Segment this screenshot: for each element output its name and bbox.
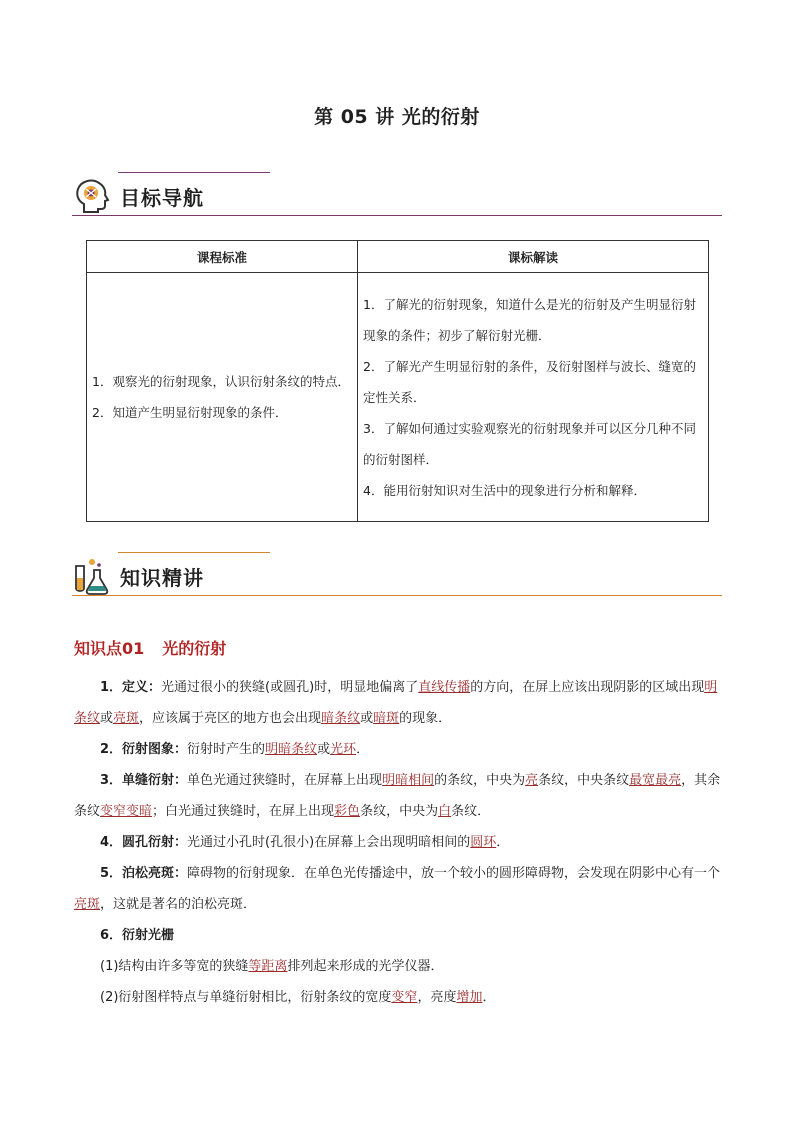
flask-lab-icon	[72, 556, 112, 596]
paragraph-circular-hole	[74, 827, 724, 858]
answer-blank: 明暗相间	[382, 773, 435, 788]
text: ，这就是著名的泊松亮斑．	[100, 897, 257, 912]
paragraph-grating-heading	[74, 920, 724, 951]
curriculum-table	[86, 240, 709, 522]
section-rule-bottom	[72, 215, 722, 216]
text: 的现象．	[399, 711, 452, 726]
text: 障碍物的衍射现象．在单色光传播途中，放一个较小的圆形障碍物，会发现在阴影中心有一个	[187, 866, 721, 881]
text: 光通过小孔时(孔很小)在屏幕上会出现明暗相间的	[187, 835, 471, 850]
text: 条纹，中央条纹	[538, 773, 630, 788]
answer-blank: 光环	[330, 742, 357, 757]
table-cell-standard	[87, 273, 358, 522]
answer-blank: 直线传播	[418, 680, 471, 695]
text: ，亮度	[417, 990, 457, 1005]
list-item: 2．知道产生明显衍射现象的条件．	[92, 405, 288, 420]
answer-blank: 亮斑	[74, 897, 101, 912]
answer-blank: 白	[438, 804, 452, 819]
text: (1)结构由许多等宽的狭缝	[100, 959, 249, 974]
list-item: 1．了解光的衍射现象，知道什么是光的衍射及产生明显衍射现象的条件；初步了解衍射光栅．	[363, 296, 696, 343]
text: ，其余条纹	[74, 773, 721, 819]
text: ．	[496, 835, 510, 850]
paragraph-poisson-spot	[74, 858, 724, 920]
knowledge-body	[74, 672, 724, 1013]
text: 条纹，中央为	[360, 804, 439, 819]
text: 或	[360, 711, 374, 726]
text: (2)衍射图样特点与单缝衍射相比，衍射条纹的宽度	[100, 990, 392, 1005]
text: 光通过很小的狭缝(或圆孔)时，明显地偏离了	[161, 680, 419, 695]
list-item: 1．观察光的衍射现象，认识衍射条纹的特点．	[92, 374, 350, 389]
paragraph-diffraction-pattern	[74, 734, 724, 765]
answer-blank: 明暗条纹	[265, 742, 318, 757]
text: 条纹．	[451, 804, 491, 819]
text: 或	[100, 711, 114, 726]
page-title: 第 05 讲 光的衍射	[314, 106, 480, 128]
paragraph-grating-structure	[74, 951, 724, 982]
paragraph-label: 6．衍射光栅	[100, 928, 175, 943]
list-item: 4．能用衍射知识对生活中的现象进行分析和解释．	[363, 482, 646, 498]
knowledge-point-number: 知识点01	[74, 639, 145, 658]
text: ．	[356, 742, 370, 757]
knowledge-point-heading	[74, 636, 226, 659]
text: 单色光通过狭缝时，在屏幕上出现	[187, 773, 383, 788]
section-knowledge-header	[72, 552, 722, 596]
text: 衍射时产生的	[187, 742, 266, 757]
answer-blank: 变窄变暗	[100, 804, 153, 819]
section-goals-title: 目标导航	[120, 186, 204, 210]
answer-blank: 最宽最亮	[629, 773, 682, 788]
section-goals-header	[72, 172, 722, 216]
table-cell-interpretation	[358, 273, 709, 522]
paragraph-single-slit	[74, 765, 724, 827]
section-knowledge-title: 知识精讲	[120, 566, 204, 590]
answer-blank: 圆环	[470, 835, 497, 850]
text: ．	[482, 990, 496, 1005]
text: 排列起来形成的光学仪器．	[287, 959, 444, 974]
text: 的方向，在屏上应该出现阴影的区域出现	[470, 680, 705, 695]
answer-blank: 暗条纹	[321, 711, 361, 726]
list-item: 2．了解光产生明显衍射的条件，及衍射图样与波长、缝宽的定性关系．	[363, 358, 696, 405]
table-header-interpretation: 课标解读	[358, 241, 709, 273]
answer-blank: 变窄	[391, 990, 418, 1005]
paragraph-label: 5．泊松亮斑：	[100, 866, 188, 881]
section-rule-top	[118, 172, 270, 173]
knowledge-point-title: 光的衍射	[162, 639, 227, 658]
answer-blank: 等距离	[248, 959, 288, 974]
answer-blank: 亮	[525, 773, 539, 788]
paragraph-label: 4．圆孔衍射：	[100, 835, 188, 850]
answer-blank: 增加	[456, 990, 483, 1005]
paragraph-label: 1．定义：	[100, 680, 162, 695]
section-rule-top	[118, 552, 270, 553]
list-item: 3．了解如何通过实验观察光的衍射现象并可以区分几种不同的衍射图样．	[363, 420, 696, 467]
answer-blank: 暗斑	[373, 711, 400, 726]
paragraph-definition	[74, 672, 724, 734]
answer-blank: 亮斑	[113, 711, 140, 726]
text: 的条纹，中央为	[434, 773, 526, 788]
table-row	[87, 273, 709, 522]
head-brain-icon	[72, 176, 112, 216]
answer-blank: 彩色	[334, 804, 361, 819]
paragraph-grating-pattern	[74, 982, 724, 1013]
paragraph-label: 3．单缝衍射：	[100, 773, 188, 788]
section-rule-bottom	[72, 595, 722, 596]
table-header-standard: 课程标准	[87, 241, 358, 273]
text: ，应该属于亮区的地方也会出现	[139, 711, 322, 726]
answer-blank: 明条纹	[74, 680, 718, 726]
text: 或	[317, 742, 331, 757]
table-header-row	[87, 241, 709, 273]
paragraph-label: 2．衍射图象：	[100, 742, 188, 757]
text: ；白光通过狭缝时，在屏上出现	[152, 804, 335, 819]
